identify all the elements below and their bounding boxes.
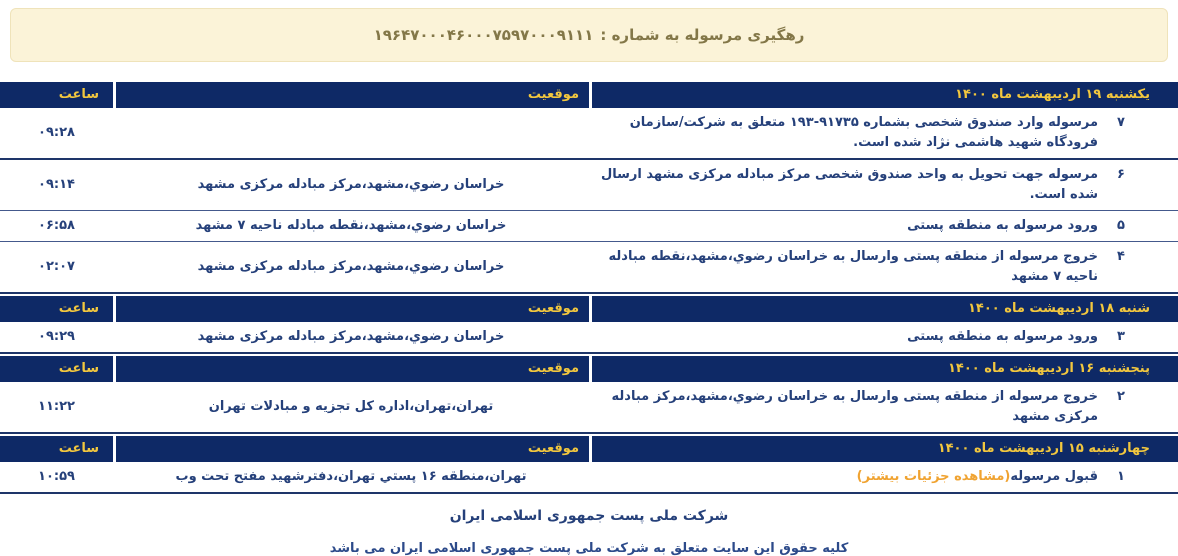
tracking-event-row xyxy=(0,160,1178,211)
tracking-event-row xyxy=(0,322,1178,354)
section-date: یکشنبه ۱۹ اردیبهشت ماه ۱۴۰۰ xyxy=(589,82,1178,108)
tracking-event-row xyxy=(0,462,1178,494)
event-time: ۰۲:۰۷ xyxy=(38,259,75,274)
event-description: مرسوله جهت تحویل به واحد صندوق شخصی مرکز مبادله مرکزی مشهد ارسال شده است. xyxy=(600,167,1098,202)
col-header-location: موقعیت xyxy=(113,356,589,382)
page-footer xyxy=(0,508,1178,556)
event-description: خروج مرسوله از منطقه پستی وارسال به خراسان رضوي،مشهد،مرکز مبادله مرکزی مشهد xyxy=(611,389,1098,424)
event-time: ۰۹:۱۴ xyxy=(38,177,75,192)
event-time: ۰۶:۵۸ xyxy=(38,218,75,233)
tracking-event-row xyxy=(0,382,1178,434)
tracking-table xyxy=(0,82,1178,494)
event-number: ۳ xyxy=(1117,329,1125,344)
event-location: تهران،منطقه ۱۶ پستي تهران،دفترشهید مفتح تحت وب xyxy=(175,469,527,484)
event-time: ۰۹:۲۹ xyxy=(38,329,75,344)
col-header-time: ساعت xyxy=(58,301,99,316)
event-description: مرسوله وارد صندوق شخصی بشماره ۹۱۷۳۵-۱۹۳ متعلق به شرکت/سازمان فرودگاه شهید هاشمی نژاد شده است. xyxy=(629,115,1098,150)
date-section-header xyxy=(0,436,1178,462)
date-section-header xyxy=(0,356,1178,382)
col-header-time: ساعت xyxy=(58,441,99,456)
tracking-event-row xyxy=(0,108,1178,160)
event-time: ۱۰:۵۹ xyxy=(38,469,75,484)
event-location: خراسان رضوي،مشهد،مرکز مبادله مرکزی مشهد xyxy=(197,259,505,274)
col-header-location: موقعیت xyxy=(113,82,589,108)
event-location: تهران،تهران،اداره کل تجزیه و مبادلات تهران xyxy=(208,399,494,414)
event-number: ۷ xyxy=(1117,115,1125,130)
footer-company-name: شرکت ملی پست جمهوری اسلامی ایران xyxy=(449,508,729,524)
tracking-event-row xyxy=(0,211,1178,242)
footer-subtext: کلیه حقوق این سایت متعلق به شرکت ملی پست جمهوری اسلامی ایران می باشد xyxy=(329,541,849,556)
event-time: ۱۱:۲۲ xyxy=(38,399,75,414)
view-details-link[interactable]: (مشاهده جزئیات بیشتر) xyxy=(856,469,1011,484)
event-location: خراسان رضوي،مشهد،نقطه مبادله ناحیه ۷ مشهد xyxy=(195,218,507,233)
section-date: پنجشنبه ۱۶ اردیبهشت ماه ۱۴۰۰ xyxy=(589,356,1178,382)
event-number: ۲ xyxy=(1117,389,1125,404)
col-header-location: موقعیت xyxy=(113,296,589,322)
event-location xyxy=(113,128,589,138)
col-header-time: ساعت xyxy=(58,87,99,102)
event-description: خروج مرسوله از منطقه پستی وارسال به خراسان رضوي،مشهد،نقطه مبادله ناحیه ۷ مشهد xyxy=(608,249,1098,284)
col-header-time: ساعت xyxy=(58,361,99,376)
event-description: ورود مرسوله به منطقه پستی xyxy=(907,218,1098,233)
section-date: شنبه ۱۸ اردیبهشت ماه ۱۴۰۰ xyxy=(589,296,1178,322)
event-number: ۱ xyxy=(1117,469,1125,484)
tracking-banner xyxy=(10,8,1168,62)
tracking-event-row xyxy=(0,242,1178,294)
date-section-header xyxy=(0,296,1178,322)
event-time: ۰۹:۲۸ xyxy=(38,125,75,140)
event-description: قبول مرسوله xyxy=(1010,469,1098,484)
event-location: خراسان رضوي،مشهد،مرکز مبادله مرکزی مشهد xyxy=(197,329,505,344)
event-number: ۶ xyxy=(1117,167,1125,182)
tracking-number: ۱۹۶۴۷۰۰۰۴۶۰۰۰۷۵۹۷۰۰۰۹۱۱۱ xyxy=(373,26,594,44)
event-description: ورود مرسوله به منطقه پستی xyxy=(907,329,1098,344)
banner-label: رهگیری مرسوله به شماره : xyxy=(600,26,805,44)
event-number: ۴ xyxy=(1117,249,1125,264)
col-header-location: موقعیت xyxy=(113,436,589,462)
event-number: ۵ xyxy=(1117,218,1125,233)
event-location: خراسان رضوي،مشهد،مرکز مبادله مرکزی مشهد xyxy=(197,177,505,192)
date-section-header xyxy=(0,82,1178,108)
section-date: چهارشنبه ۱۵ اردیبهشت ماه ۱۴۰۰ xyxy=(589,436,1178,462)
